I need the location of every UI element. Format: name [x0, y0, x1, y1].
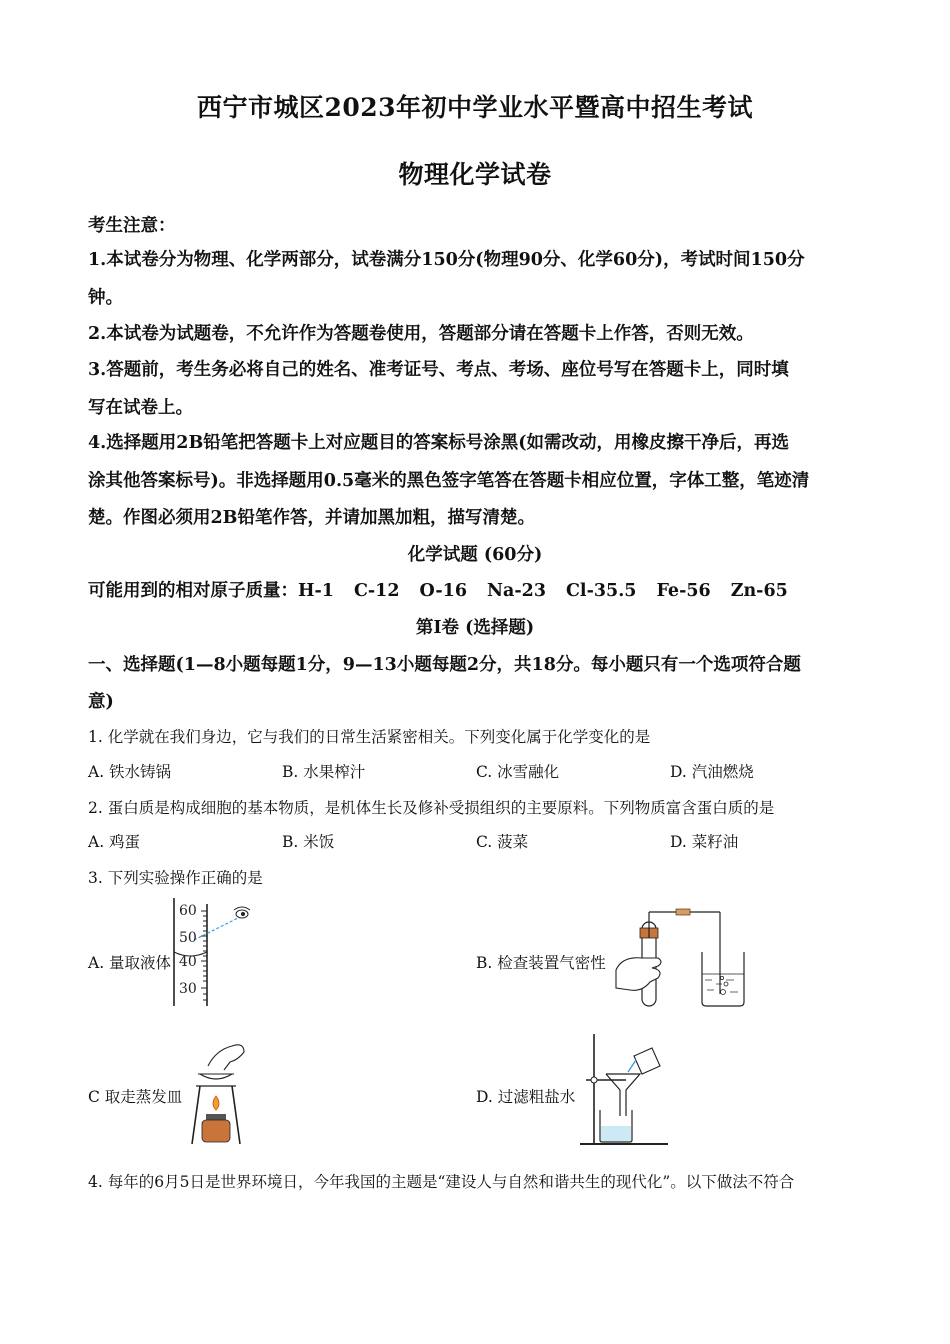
q3-option-c: C 取走蒸发皿 [88, 1088, 183, 1106]
atomic-mass-item: H-1 [298, 581, 334, 601]
atomic-mass-label: 可能用到的相对原子质量： [88, 581, 298, 601]
question-1-stem: 1. 化学就在我们身边，它与我们的日常生活紧密相关。下列变化属于化学变化的是 [88, 728, 651, 746]
q3-option-d: D. 过滤粗盐水 [476, 1088, 576, 1106]
notice-heading: 考生注意： [88, 216, 176, 236]
question-4-stem: 4. 每年的6月5日是世界环境日，今年我国的主题是“建设人与自然和谐共生的现代化”。以下做法不符合 [88, 1173, 795, 1191]
q2-option-a: A. 鸡蛋 [88, 833, 141, 851]
notice-line: 3.答题前，考生务必将自己的姓名、准考证号、考点、考场、座位号写在答题卡上，同时填 [88, 360, 789, 380]
atomic-mass-item: Zn-65 [730, 581, 788, 601]
part-title: 第Ⅰ卷 (选择题) [415, 618, 535, 638]
q1-option-b: B. 水果榨汁 [282, 763, 366, 781]
section-title: 化学试题 (60分) [407, 545, 543, 565]
exam-title: 西宁市城区2023年初中学业水平暨高中招生考试 [196, 93, 754, 122]
q2-option-d: D. 菜籽油 [670, 833, 739, 851]
q1-option-d: D. 汽油燃烧 [670, 763, 754, 781]
atomic-mass-item: Cl-35.5 [566, 581, 637, 601]
notice-line: 2.本试卷为试题卷，不允许作为答题卷使用，答题部分请在答题卡上作答，否则无效。 [88, 324, 754, 344]
q2-option-c: C. 菠菜 [476, 833, 529, 851]
airtightness-check-figure [612, 908, 748, 1012]
atomic-mass-line [88, 577, 808, 602]
notice-line: 1.本试卷分为物理、化学两部分，试卷满分150分(物理90分、化学60分)，考试时间150分 [88, 250, 805, 270]
q1-option-a: A. 铁水铸锅 [88, 763, 172, 781]
exam-subtitle: 物理化学试卷 [398, 160, 552, 189]
evaporating-dish-figure [186, 1040, 250, 1148]
q1-option-c: C. 冰雪融化 [476, 763, 560, 781]
choice-heading: 一、选择题(1—8小题每题1分，9—13小题每题2分，共18分。每小题只有一个选项符合题 [88, 655, 801, 675]
cylinder-tick-label: 40 [179, 954, 197, 970]
filtration-figure [578, 1030, 670, 1148]
atomic-mass-item: Na-23 [487, 581, 546, 601]
cylinder-tick-label: 50 [179, 930, 197, 946]
notice-line: 4.选择题用2B铅笔把答题卡上对应题目的答案标号涂黑(如需改动，用橡皮擦干净后，再选 [88, 433, 790, 453]
notice-line: 涂其他答案标号)。非选择题用0.5毫米的黑色签字笔答在答题卡相应位置，字体工整，笔迹清 [88, 471, 810, 491]
atomic-mass-item: O-16 [419, 581, 468, 601]
q3-option-b: B. 检查装置气密性 [476, 954, 606, 972]
notice-line: 写在试卷上。 [88, 398, 193, 418]
question-2-stem: 2. 蛋白质是构成细胞的基本物质，是机体生长及修补受损组织的主要原料。下列物质富含蛋白质的是 [88, 799, 775, 817]
notice-line: 钟。 [88, 288, 123, 308]
choice-heading-cont: 意) [88, 692, 114, 712]
atomic-mass-item: Fe-56 [656, 581, 711, 601]
q2-option-b: B. 米饭 [282, 833, 335, 851]
cylinder-tick-label: 30 [179, 981, 197, 997]
graduated-cylinder-figure [172, 896, 254, 1008]
notice-line: 楚。作图必须用2B铅笔作答，并请加黑加粗，描写清楚。 [88, 508, 535, 528]
question-3-stem: 3. 下列实验操作正确的是 [88, 869, 263, 887]
q3-option-a: A. 量取液体 [88, 954, 172, 972]
cylinder-tick-label: 60 [179, 903, 197, 919]
atomic-mass-item: C-12 [353, 581, 400, 601]
